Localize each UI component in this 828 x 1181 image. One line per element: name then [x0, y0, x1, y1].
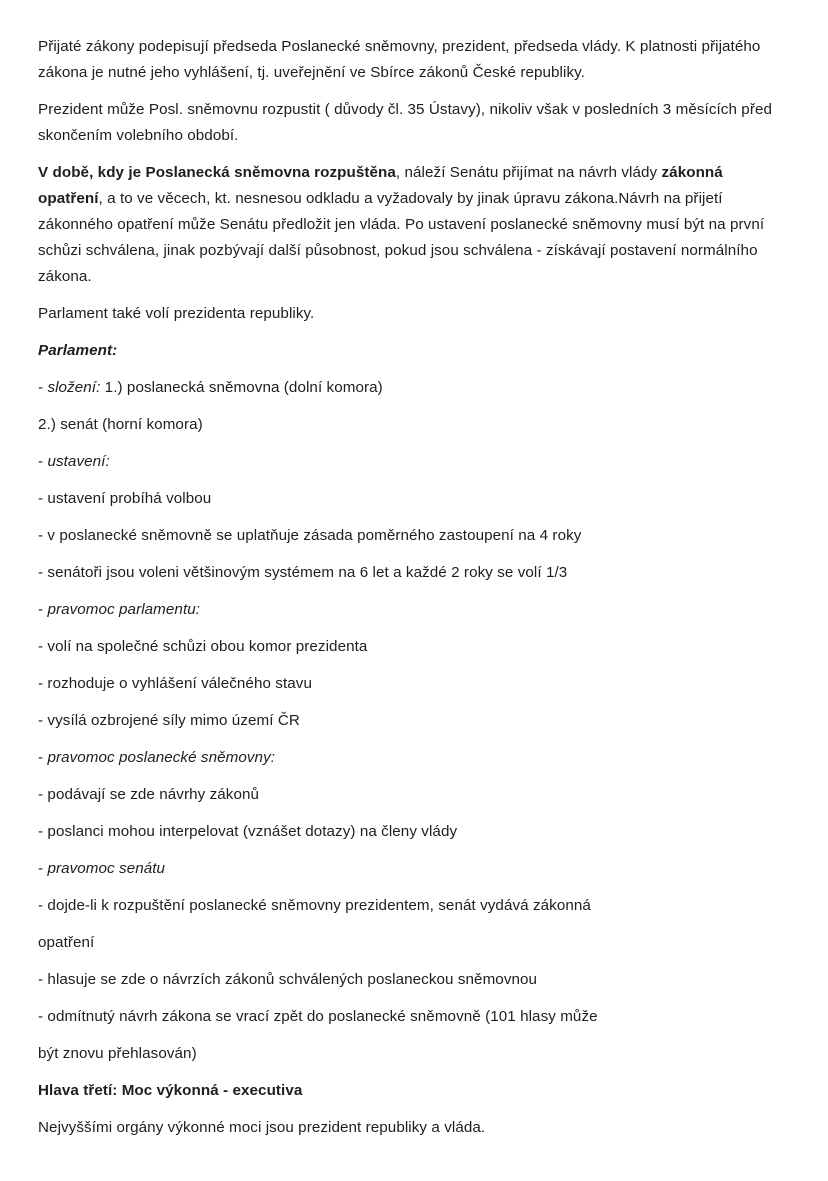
paragraph [38, 34, 790, 86]
text-run: - vysílá ozbrojené síly mimo území ČR [38, 712, 300, 729]
text-run: - odmítnutý návrh zákona se vrací zpět do poslanecké sněmovně (101 hlasy může [38, 1008, 598, 1025]
list-item [38, 671, 790, 697]
section-heading [38, 1078, 790, 1104]
text-run: - [38, 860, 48, 877]
text-run: Hlava třetí: Moc výkonná - executiva [38, 1082, 303, 1099]
list-item [38, 893, 790, 919]
text-run: - poslanci mohou interpelovat (vznášet dotazy) na členy vlády [38, 823, 458, 840]
text-run: - hlasuje se zde o návrzích zákonů schválených poslaneckou sněmovnou [38, 971, 538, 988]
text-run: 1.) poslanecká sněmovna (dolní komora) [100, 379, 383, 396]
text-run: Parlament také volí prezidenta republiky. [38, 305, 315, 322]
text-run: pravomoc poslanecké sněmovny: [47, 749, 276, 766]
list-item [38, 930, 790, 956]
document-body [38, 34, 790, 1141]
text-run: Prezident může Posl. sněmovnu rozpustit ( důvody čl. 35 Ústavy), nikoliv však v posledních 3 měsících před skončením volebního období. [38, 101, 772, 144]
text-run: být znovu přehlasován) [38, 1045, 197, 1062]
list-item [38, 819, 790, 845]
list-item [38, 560, 790, 586]
text-run: - volí na společné schůzi obou komor prezidenta [38, 638, 368, 655]
text-run: opatření [38, 934, 95, 951]
list-item [38, 375, 790, 401]
paragraph [38, 301, 790, 327]
text-run: Nejvyššími orgány výkonné moci jsou prezident republiky a vláda. [38, 1119, 486, 1136]
list-item [38, 634, 790, 660]
section-heading [38, 338, 790, 364]
text-run: , náleží Senátu přijímat na návrh vlády [395, 164, 662, 181]
list-item [38, 523, 790, 549]
text-run: pravomoc parlamentu: [47, 601, 201, 618]
list-item [38, 745, 790, 771]
text-run: - dojde-li k rozpuštění poslanecké sněmovny prezidentem, senát vydává zákonná [38, 897, 591, 914]
text-run: - [38, 749, 48, 766]
text-run: - [38, 601, 48, 618]
text-run: - ustavení probíhá volbou [38, 490, 212, 507]
text-run: V době, kdy je Poslanecká sněmovna rozpuštěna [38, 164, 396, 181]
list-item [38, 708, 790, 734]
text-run: složení: [47, 379, 101, 396]
text-run: , a to ve věcech, kt. nesnesou odkladu a vyžadovaly by jinak úpravu zákona.Návrh na přijetí zákonného opatření může Senátu předložit jen vláda. Po ustavení poslanecké sněmovny musí být na první schůzi schválena, jinak pozbývají další působnost, pokud jsou schválena - získávají postavení normálního zákona. [38, 190, 765, 285]
text-run: 2.) senát (horní komora) [38, 416, 203, 433]
text-run: - [38, 453, 48, 470]
text-run: Přijaté zákony podepisují předseda Poslanecké sněmovny, prezident, předseda vlády. K platnosti přijatého zákona je nutné jeho vyhlášení, tj. uveřejnění ve Sbírce zákonů České republiky. [38, 38, 761, 81]
text-run: - podávají se zde návrhy zákonů [38, 786, 260, 803]
paragraph [38, 97, 790, 149]
text-run: pravomoc senátu [47, 860, 166, 877]
text-run: - [38, 379, 48, 396]
list-item [38, 486, 790, 512]
list-item [38, 412, 790, 438]
list-item [38, 449, 790, 475]
list-item [38, 597, 790, 623]
list-item [38, 1004, 790, 1030]
text-run: ustavení: [47, 453, 110, 470]
text-run: - senátoři jsou voleni většinovým systémem na 6 let a každé 2 roky se volí 1/3 [38, 564, 568, 581]
list-item [38, 1041, 790, 1067]
paragraph [38, 1115, 790, 1141]
list-item [38, 967, 790, 993]
text-run: - v poslanecké sněmovně se uplatňuje zásada poměrného zastoupení na 4 roky [38, 527, 582, 544]
paragraph [38, 160, 790, 290]
list-item [38, 856, 790, 882]
list-item [38, 782, 790, 808]
text-run: zákonná opatření [38, 164, 723, 207]
text-run: - rozhoduje o vyhlášení válečného stavu [38, 675, 312, 692]
text-run: Parlament: [38, 342, 118, 359]
